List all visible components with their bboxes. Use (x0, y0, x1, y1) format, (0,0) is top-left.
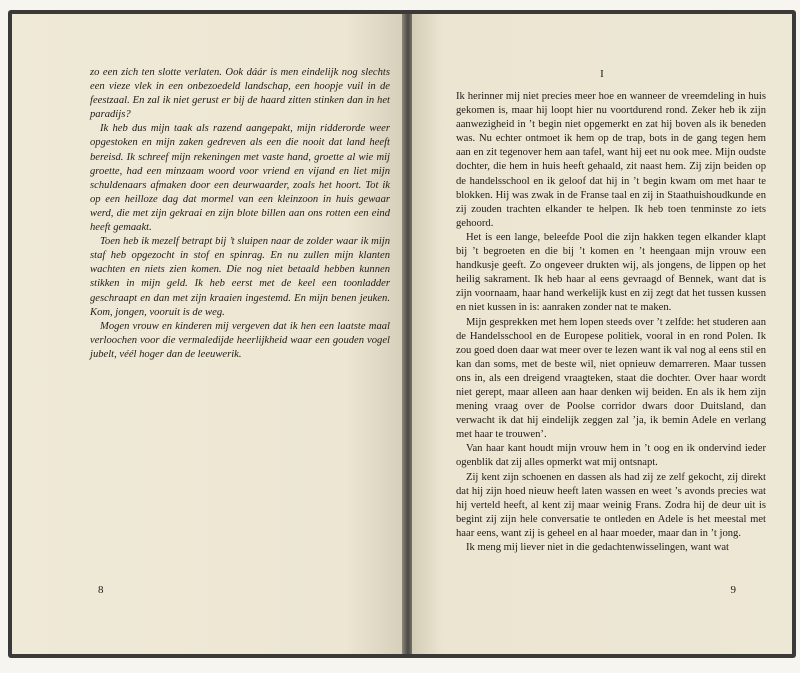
right-paragraph: Mijn gesprekken met hem lopen steeds over ’t zelfde: het studeren aan de Handelsschool en de Europese politiek, vooral in en rond Polen. Ik zou goed doen daar wat meer over te lezen want ik val nog al eens stil en kan dan soms, met de beste wil, niet opnieuw demarreren. Maar tussen ons in, als een dreigend vraagteken, staat die dochter. Over haar wordt niet gerept, maar alleen aan haar denken wij beiden. En als ik hem zijn mening vraag over de Poolse corridor dwars door Duitsland, dan verwacht ik dat hij eindelijk zeggen zal ’ja, ik bemin Adele en verlang met haar te trouwen’. (456, 316, 766, 441)
page-number-left: 8 (98, 584, 104, 596)
left-paragraph: Mogen vrouw en kinderen mij vergeven dat ik hen een laatste maal verloochen voor die vermaledijde heerlijkheid waar een gouden vogel jubelt, véél hoger dan de leeuwerik. (90, 320, 390, 360)
right-paragraph: Het is een lange, beleefde Pool die zijn hakken tegen elkander klapt bij ’t begroeten en die bij ’t komen en ’t heengaan mijn vrouw een handkusje geeft. Zo ongeveer drukten wij, als jongens, de lippen op het heilig sakrament. Ik heb haar al eens gevraagd of Bennek, want dat is zijn voornaam, haar hand werkelijk kust en zij zegt dat het tussen kussen en niet kussen in is: aanraken zonder nat te maken. (456, 231, 766, 314)
chapter-heading: I (600, 68, 604, 80)
left-page (12, 14, 404, 654)
left-paragraph: zo een zich ten slotte verlaten. Ook dáár is men eindelijk nog slechts een vieze vlek in een onbezoedeld landschap, een hoopje vuil in de feestzaal. En zal ik niet gerust er bij de haard zitten stinken dan in het paradijs? (90, 67, 390, 121)
right-paragraph: Ik herinner mij niet precies meer hoe en wanneer de vreemdeling in huis gekomen is, maar hij loopt hier nu voortdurend rond. Zeker heb ik zijn aanwezigheid in ’t begin niet opgemerkt en zat hij boven als ik beneden was. Nu echter ontmoet ik hem op de trap, bots in de gang tegen hem aan en zit tegenover hem aan tafel, want hij eet nu ook mee. Mijn oudste dochter, die hem in huis heeft gehaald, zit naast hem. Zij zijn beiden op de handelsschool en ik geloof dat hij in ’t begin kwam om met haar te blokken. Hij was zwak in de Franse taal en zij in Staathuishoudkunde en zij zouden trachten elkander te helpen. Ik heb toen tenminste zo iets gehoord. (456, 91, 766, 229)
right-paragraph: Van haar kant houdt mijn vrouw hem in ’t oog en ik ondervind ieder ogenblik dat zij alles opmerkt wat mij ontsnapt. (456, 443, 766, 469)
right-page-text (456, 90, 766, 555)
right-page (412, 14, 792, 654)
page-number-right: 9 (730, 584, 736, 596)
right-paragraph: Ik meng mij liever niet in die gedachtenwisselingen, want wat (466, 542, 730, 553)
left-page-text (90, 66, 390, 362)
left-paragraph: Ik heb dus mijn taak als razend aangepakt, mijn ridderorde weer opgestoken en mijn zaken gedreven als een die nooit dat land heeft bereisd. Ik schreef mijn rekeningen met vaste hand, groette al wie mij groette, had een minzaam woord voor vriend en vijand en liet mijn schuldenaars afmaken door een deurwaarder, zoals het hoort. Tot ik op een heilloze dag dat mormel van een kleinzoon in huis gewaar werd, die met zijn gekraai en zijn blote billen aan ons rotten een eind heeft gemaakt. (90, 123, 390, 234)
right-paragraph: Zij kent zijn schoenen en dassen als had zij ze zelf gekocht, zij direkt dat hij zijn hoed nieuw heeft laten wassen en weet ’s avonds precies wat hij verteld heeft, al kent zij maar weinig Frans. Zodra hij de deur uit is begint zij zijn hele conversatie te ontleden en Adele is het meestal met haar eens, want zij is geheel en al haar moeder, maar dan in ’t jong. (456, 471, 766, 539)
left-paragraph: Toen heb ik mezelf betrapt bij ’t sluipen naar de zolder waar ik mijn staf heb opgezocht in stof en spinrag. En nu zullen mijn klanten wachten en niets zien komen. Die nog niet betaald hebben kunnen stikken in mijn geld. Ik heb eerst met de keel een toonladder geschraapt en dan met zijn kraaien ingestemd. En mijn benen jeuken. Kom, jongen, vooruit is de weg. (90, 236, 390, 318)
